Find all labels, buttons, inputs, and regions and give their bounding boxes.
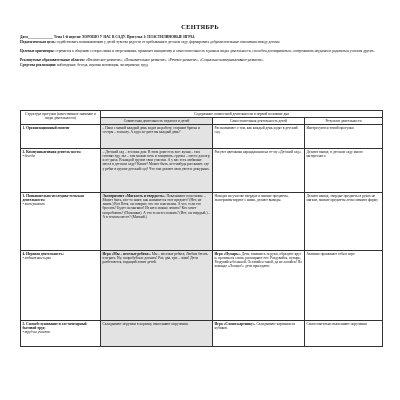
row-name-cell — [21, 320, 101, 346]
row-name-cell — [21, 124, 101, 148]
row-sub: • эксперимент — [22, 202, 45, 207]
targets-text: стремится к общению со взрослыми и сверстниками, проявляет инициативу и самостоятельность в разных видах деятельности, способен договариваться, сопереживать неудачам и радоваться успехам других. — [55, 49, 375, 53]
means-label: Средства реализации: — [20, 63, 57, 67]
joint-title: Эксперимент «Мягкость и твердость». — [102, 193, 166, 198]
joint-text: Складывают игрушки в корзину, выполняют поручения. — [102, 321, 189, 326]
row-name: 2. Коммуникативная деятель-ность: — [22, 149, 82, 154]
result-cell — [305, 250, 383, 320]
walk-plan-table — [20, 110, 383, 347]
joint-cell — [101, 148, 213, 192]
targets-label: Целевые ориентиры: — [20, 49, 55, 53]
self-title: Игра «Сложи картинку». — [214, 321, 256, 326]
joint-text: Мы – веселые ребята, Любим бегать и играть. Ну, попробуй нас догнать! Раз, два, три – лови! Дети разбегаются, водящий ловит детей. — [102, 251, 208, 265]
row-name-cell — [21, 192, 101, 250]
areas-label: Реализуемые образовательные области: — [20, 58, 85, 62]
row-sub: • беседа — [22, 153, 35, 158]
row-name-cell — [21, 148, 101, 192]
row-name: 4. Игровая деятельность: — [22, 251, 64, 256]
row-name: 3. Познавательно-исследова-тельская деятельность: — [22, 193, 84, 202]
table-row — [21, 320, 383, 346]
targets-line — [20, 49, 382, 53]
joint-text: – Детский сад – это ваш дом. В этом доме есть все: кухня – там готовят еду, зал – там можно петь и танцевать, группа – место для игр и от-дыха. В каждой группе свои участки. А у вас есть любимые места в детском саду? Какие? Может быть, кто-нибудь расскажет, где у ребят в группе детский сад? Что там делают свои уюте и дежурных. — [102, 149, 210, 171]
joint-text: – Папа с мамой каждый день ходят на работу, старшие братья и сестры – в школу. А куда хо-дите вы каждый день? — [102, 125, 200, 134]
self-text: Дети, взявшись за руки, образуют круг и, произнося слова, расширяют его: Раздувайся, пузырь, Раздувайся большой, Оставайся такой, да не лопайся! По команде «Лопнул!» дети приседают. — [214, 251, 303, 269]
result-text: Делают вывод: твердые предметы в руках не мягкие, мягкие предметы легко меняют форму — [306, 193, 378, 202]
table-row — [21, 192, 383, 250]
row-name-cell — [21, 250, 101, 320]
row-name: 1. Организационный момент — [22, 125, 70, 130]
table-row — [21, 250, 383, 320]
goal-line — [20, 40, 382, 44]
self-cell — [213, 192, 305, 250]
header-structure: Структура прогулки (качественное значение и виды деятельности) — [21, 111, 101, 125]
result-text: Интересуются темой прогулки — [306, 125, 354, 130]
result-text: Активно проявляют себя в игре — [306, 251, 355, 256]
result-cell — [305, 192, 383, 250]
header-content: Содержание совместной деятельности в первой половине дня — [101, 111, 383, 118]
header-result: Результат деятельности — [305, 117, 383, 124]
joint-cell — [101, 250, 213, 320]
joint-cell — [101, 192, 213, 250]
areas-text: «Физическое развитие», «Познавательное развитие», «Речевое развитие», «Социально-коммуникативное развитие». — [85, 58, 264, 62]
row-sub: • труд на участке — [22, 330, 51, 335]
table-row — [21, 124, 383, 148]
self-text: Рисуют цветными карандашами на те-му «Детский сад». — [214, 149, 302, 154]
goal-text: содействовать возникновению у детей чувства радости от пребывания в детском саду, формировать доброжелательные отношения между детьми. — [56, 40, 281, 44]
row-name: 5. Самообслуживание и эле-ментарный бытовой труд: — [22, 321, 87, 330]
areas-line — [20, 58, 382, 62]
row-sub: • подвижные игры — [22, 255, 51, 260]
goal-label: Педагогическая цель: — [20, 40, 56, 44]
result-cell — [305, 320, 383, 346]
self-title: Игра «Пузырь». — [214, 251, 241, 256]
self-text: Находят на участке твердые и мягкие предметы, экспериментируют с ними, делают выводы. — [214, 193, 289, 202]
self-text: Рассказывают о том, как каждый день ходят в детский сад. — [214, 125, 298, 134]
self-cell — [213, 250, 305, 320]
result-text: Самостоятельно выполняют поручения — [306, 321, 367, 326]
header-joint: Совместная деятельность педагога и детей — [101, 117, 213, 124]
header-self: Самостоятельная деятельность детей — [213, 117, 305, 124]
table-row — [21, 148, 383, 192]
result-cell — [305, 148, 383, 192]
page-title: СЕНТЯБРЬ — [181, 24, 219, 31]
self-text: Складывают картинки из кубиков. — [214, 321, 295, 330]
self-cell — [213, 148, 305, 192]
date-topic-text: Дата______________ Тема 1-й недели: ХОРОШО У НАС В САДУ. Прогулка 1: ПЛАСТИЛИНОВЫЕ ИГРЫ. — [20, 35, 195, 39]
joint-text: Показывают пластилин. – Может быть, кто-то знает, как называется этот предмет? (Нет, не знаем.) Вот Петя, он говорит, что это пластилин. А что, если его бросить? Будет он мягким? Из него можно лепить? Кто хочет попробовать? (Пальчики). А что если его помять? (Нет, он твердый.) – А в теплом месте? (Мягкий.) — [102, 193, 211, 220]
means-line — [20, 63, 382, 67]
joint-cell — [101, 320, 213, 346]
joint-cell — [101, 124, 213, 148]
result-text: Делают вывод: в детском саду много интересного — [306, 149, 363, 158]
date-line — [20, 35, 382, 39]
self-cell — [213, 124, 305, 148]
joint-title: Игра «Мы – веселые ребята». — [102, 251, 151, 256]
self-cell — [213, 320, 305, 346]
means-text: наблюдение, беседа, игровая мотивация, эксперимент, труд. — [57, 63, 149, 67]
result-cell — [305, 124, 383, 148]
